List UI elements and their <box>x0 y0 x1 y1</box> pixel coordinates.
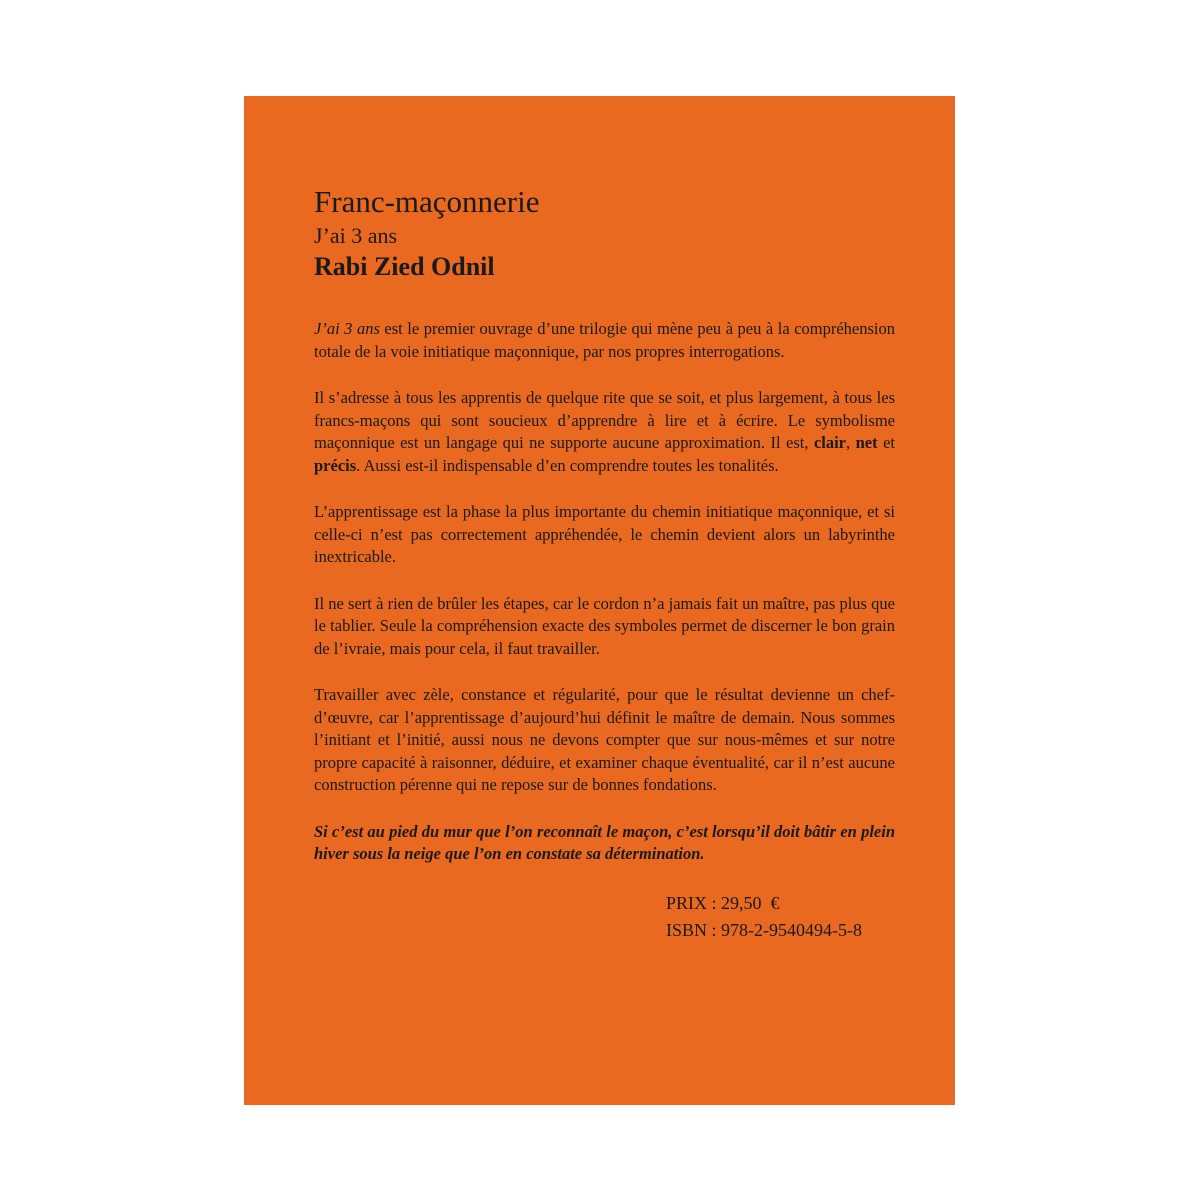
isbn-value: 978-2-9540494-5-8 <box>721 919 862 940</box>
blurb <box>314 318 895 866</box>
blurb-text: et <box>877 433 895 452</box>
blurb-paragraph-3: L’apprentissage est la phase la plus importante du chemin initiatique maçonnique, et si celle-ci n’est pas correctement appréhendée, le chemin devient alors un labyrinthe inextricable. <box>314 502 895 566</box>
blurb-emphasis-clair: clair <box>813 433 847 452</box>
book-title: Franc-maçonnerie <box>314 184 540 219</box>
blurb-paragraph-4: Il ne sert à rien de brûler les étapes, car le cordon n’a jamais fait un maître, pas plus que le tablier. Seule la compréhension exacte des symboles permet de discerner le bon grain de l’ivraie, mais pour cela, il faut travailler. <box>314 593 895 658</box>
blurb-text: , <box>846 433 856 452</box>
blurb-paragraph-1 <box>314 318 895 363</box>
blurb-paragraph-2 <box>314 387 895 477</box>
blurb-text: Il s’adresse à tous les apprentis de quelque rite que se soit, et plus largement, à tous les francs-maçons qui sont soucieux d’apprendre à lire et à écrire. Le symbolisme maçonnique est un langage qui ne supporte aucune approximation. Il est, <box>314 388 895 452</box>
blurb-emphasis-net: net <box>855 433 878 452</box>
isbn-label: ISBN : <box>666 919 722 940</box>
blurb-text: . Aussi est-il indispensable d’en comprendre toutes les tonalités. <box>356 455 779 475</box>
price-value: 29,50 € <box>721 892 780 913</box>
blurb-paragraph-5: Travailler avec zèle, constance et régularité, pour que le résultat devienne un chef-d’œuvre, car l’apprentissage d’aujourd’hui définit le maître de demain. Nous sommes l’initiant et l’initié, aussi nous ne devons compter que sur nous-mêmes et sur notre propre capacité à raisonner, déduire, et examiner chaque éventualité, car il n’est aucune construction pérenne qui ne repose sur de bonnes fondations. <box>314 685 895 794</box>
blurb-emphasis-precis: précis <box>314 455 357 475</box>
isbn-row <box>666 917 895 944</box>
cover-content <box>314 184 895 944</box>
blurb-quote: Si c’est au pied du mur que l’on reconnaît le maçon, c’est lorsqu’il doit bâtir en plein hiver sous la neige que l’on en constate sa détermination. <box>314 821 895 863</box>
blurb-text: est le premier ouvrage d’une trilogie qui mène peu à peu à la compréhension totale de la voie initiatique maçonnique, par nos propres interrogations. <box>314 319 896 361</box>
book-back-cover <box>244 96 955 1105</box>
book-subtitle: J’ai 3 ans <box>314 223 398 248</box>
blurb-title-italic: J’ai 3 ans <box>314 319 380 338</box>
book-author: Rabi Zied Odnil <box>314 252 495 281</box>
price-row <box>666 890 895 917</box>
price-label: PRIX : <box>666 892 722 913</box>
book-meta <box>666 890 895 944</box>
